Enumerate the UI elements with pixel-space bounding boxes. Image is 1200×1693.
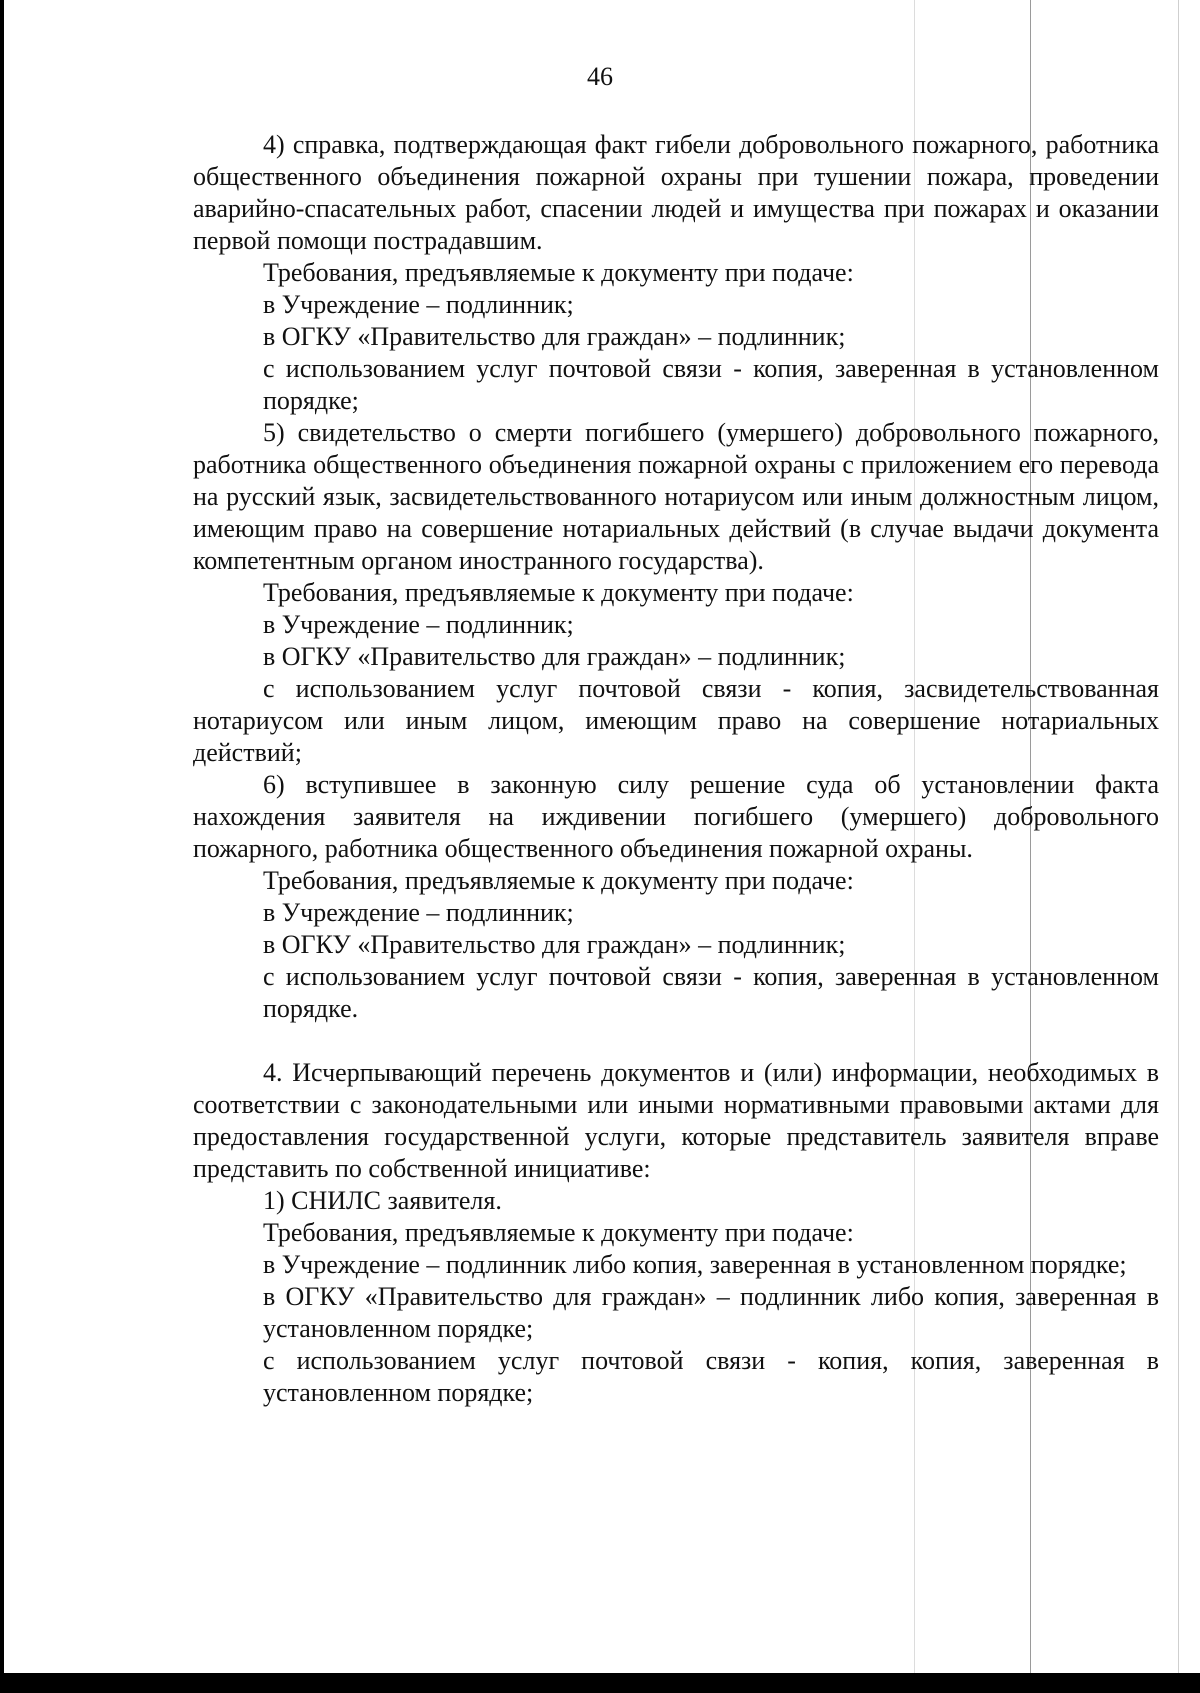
scan-border-left: [0, 0, 4, 1693]
paragraph: 6) вступившее в законную силу решение суда об установлении факта нахождения заявителя на иждивении погибшего (умершего) добровольного пожарного, работника общественного объединения пожарной охраны.: [193, 770, 1159, 863]
document-body: [193, 129, 1159, 1409]
paragraph: в ОГКУ «Правительство для граждан» – подлинник;: [263, 322, 846, 351]
paragraph: 1) СНИЛС заявителя.: [263, 1186, 502, 1215]
paragraph: с использованием услуг почтовой связи - копия, засвидетельствованная нотариусом или иным лицом, имеющим право на совершение нотариальных действий;: [193, 674, 1159, 767]
paragraph: в Учреждение – подлинник;: [263, 290, 574, 319]
paragraph: в ОГКУ «Правительство для граждан» – подлинник либо копия, заверенная в установленном порядке;: [263, 1282, 1159, 1343]
paragraph: Требования, предъявляемые к документу при подаче:: [263, 1218, 854, 1247]
paragraph: Требования, предъявляемые к документу при подаче:: [263, 866, 854, 895]
paragraph: в ОГКУ «Правительство для граждан» – подлинник;: [263, 930, 846, 959]
paragraph: 5) свидетельство о смерти погибшего (умершего) добровольного пожарного, работника общественного объединения пожарной охраны с приложением его перевода на русский язык, засвидетельствованного нотариусом или иным должностным лицом, имеющим право на совершение нотариальных действий (в случае выдачи документа компетентным органом иностранного государства).: [193, 418, 1159, 575]
scan-artifact-line: [1178, 0, 1179, 1673]
section-heading-paragraph: 4. Исчерпывающий перечень документов и (или) информации, необходимых в соответствии с законодательными или иными нормативными правовыми актами для предоставления государственной услуги, которые представитель заявителя вправе представить по собственной инициативе:: [193, 1058, 1159, 1183]
paragraph: в Учреждение – подлинник;: [263, 898, 574, 927]
page-number: 46: [587, 62, 613, 91]
paragraph: в Учреждение – подлинник;: [263, 610, 574, 639]
scan-border-bottom: [0, 1673, 1200, 1693]
paragraph: в Учреждение – подлинник либо копия, заверенная в установленном порядке;: [263, 1250, 1127, 1279]
paragraph: Требования, предъявляемые к документу при подаче:: [263, 578, 854, 607]
paragraph: 4) справка, подтверждающая факт гибели добровольного пожарного, работника общественного объединения пожарной охраны при тушении пожара, проведении аварийно-спасательных работ, спасении людей и имущества при пожарах и оказании первой помощи пострадавшим.: [193, 130, 1159, 255]
paragraph: Требования, предъявляемые к документу при подаче:: [263, 258, 854, 287]
paragraph: в ОГКУ «Правительство для граждан» – подлинник;: [263, 642, 846, 671]
paragraph: с использованием услуг почтовой связи - копия, заверенная в установленном порядке;: [263, 354, 1159, 415]
paragraph: с использованием услуг почтовой связи - копия, заверенная в установленном порядке.: [263, 962, 1159, 1023]
paragraph: с использованием услуг почтовой связи - копия, копия, заверенная в установленном порядке;: [263, 1346, 1159, 1407]
